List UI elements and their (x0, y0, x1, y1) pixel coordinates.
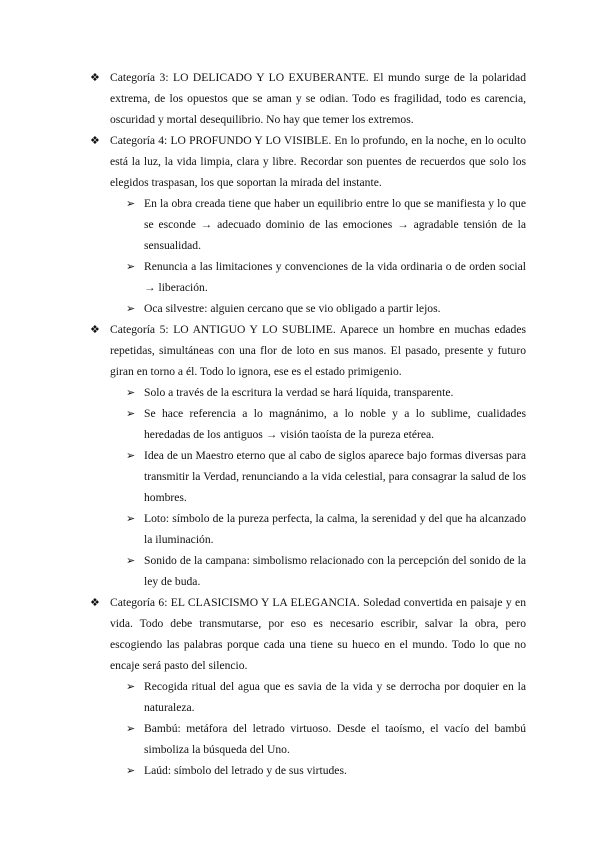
list-item (126, 550, 526, 592)
category-3-text: Categoría 3: LO DELICADO Y LO EXUBERANTE. El mundo surge de la polaridad extrema, de los opuestos que se aman y se odian. Todo es fragilidad, todo es carencia, oscuridad y mortal desequilibrio. No hay que temer los extremos. (110, 71, 526, 126)
list-item-text: En la obra creada tiene que haber un equilibrio entre lo que se manifiesta y lo que se esconde → adecuado dominio de las emociones → agradable tensión de la sensualidad. (144, 197, 526, 252)
category-3-item (90, 67, 526, 130)
list-item-text: Loto: símbolo de la pureza perfecta, la calma, la serenidad y del que ha alcanzado la iluminación. (144, 512, 526, 546)
list-item-text: Bambú: metáfora del letrado virtuoso. Desde el taoísmo, el vacío del bambú simboliza la búsqueda del Uno. (144, 722, 526, 756)
diamond-bullet-icon: ❖ (90, 323, 100, 336)
category-6-item (90, 592, 526, 676)
list-item (126, 193, 526, 256)
category-5-sublist (126, 382, 526, 592)
arrow-bullet-icon: ➢ (126, 260, 136, 273)
list-item-text: Oca silvestre: alguien cercano que se vio obligado a partir lejos. (144, 302, 441, 315)
diamond-bullet-icon: ❖ (90, 71, 100, 84)
diamond-bullet-icon: ❖ (90, 596, 100, 609)
category-4-sublist (126, 193, 526, 319)
list-item-text: Solo a través de la escritura la verdad se hará líquida, transparente. (144, 386, 454, 399)
arrow-bullet-icon: ➢ (126, 449, 136, 462)
list-item (126, 403, 526, 445)
list-item (126, 382, 526, 403)
list-item (126, 676, 526, 718)
category-5-item (90, 319, 526, 382)
list-item-text: Idea de un Maestro eterno que al cabo de siglos aparece bajo formas diversas para transmitir la Verdad, renunciando a la vida celestial, para consagrar la salud de los hombres. (144, 449, 526, 504)
arrow-bullet-icon: ➢ (126, 512, 136, 525)
list-item-text: Renuncia a las limitaciones y convenciones de la vida ordinaria o de orden social → liberación. (144, 260, 526, 294)
arrow-bullet-icon: ➢ (126, 407, 136, 420)
category-5-text: Categoría 5: LO ANTIGUO Y LO SUBLIME. Aparece un hombre en muchas edades repetidas, simultáneas con una flor de loto en sus manos. El pasado, presente y futuro giran en torno a él. Todo lo ignora, ese es el estado primigenio. (110, 323, 526, 378)
list-item-text: Recogida ritual del agua que es savia de la vida y se derrocha por doquier en la naturaleza. (144, 680, 526, 714)
list-item-text: Se hace referencia a lo magnánimo, a lo noble y a lo sublime, cualidades heredadas de los antiguos → visión taoísta de la pureza etérea. (144, 407, 526, 441)
arrow-bullet-icon: ➢ (126, 197, 136, 210)
list-item-text: Laúd: símbolo del letrado y de sus virtudes. (144, 764, 347, 777)
arrow-bullet-icon: ➢ (126, 680, 136, 693)
list-item (126, 760, 526, 781)
category-4-text: Categoría 4: LO PROFUNDO Y LO VISIBLE. En lo profundo, en la noche, en lo oculto está la luz, la vida limpia, clara y libre. Recordar son puentes de recuerdos que solo los elegidos traspasan, los que soportan la mirada del instante. (110, 134, 526, 189)
list-item (126, 445, 526, 508)
arrow-bullet-icon: ➢ (126, 722, 136, 735)
list-item (126, 256, 526, 298)
arrow-bullet-icon: ➢ (126, 554, 136, 567)
diamond-bullet-icon: ❖ (90, 134, 100, 147)
list-item (126, 718, 526, 760)
category-6-text: Categoría 6: EL CLASICISMO Y LA ELEGANCIA. Soledad convertida en paisaje y en vida. Todo debe transmutarse, por eso es necesario escribir, salvar la obra, pero escogiendo las palabras porque cada una tiene su hueco en el mundo. Todo lo que no encaje será pasto del silencio. (110, 596, 526, 672)
arrow-bullet-icon: ➢ (126, 302, 136, 315)
arrow-bullet-icon: ➢ (126, 386, 136, 399)
list-item (126, 298, 526, 319)
arrow-bullet-icon: ➢ (126, 764, 136, 777)
bullet-list (90, 67, 526, 781)
category-4-item (90, 130, 526, 193)
list-item-text: Sonido de la campana: simbolismo relacionado con la percepción del sonido de la ley de buda. (144, 554, 526, 588)
list-item (126, 508, 526, 550)
category-6-sublist (126, 676, 526, 781)
